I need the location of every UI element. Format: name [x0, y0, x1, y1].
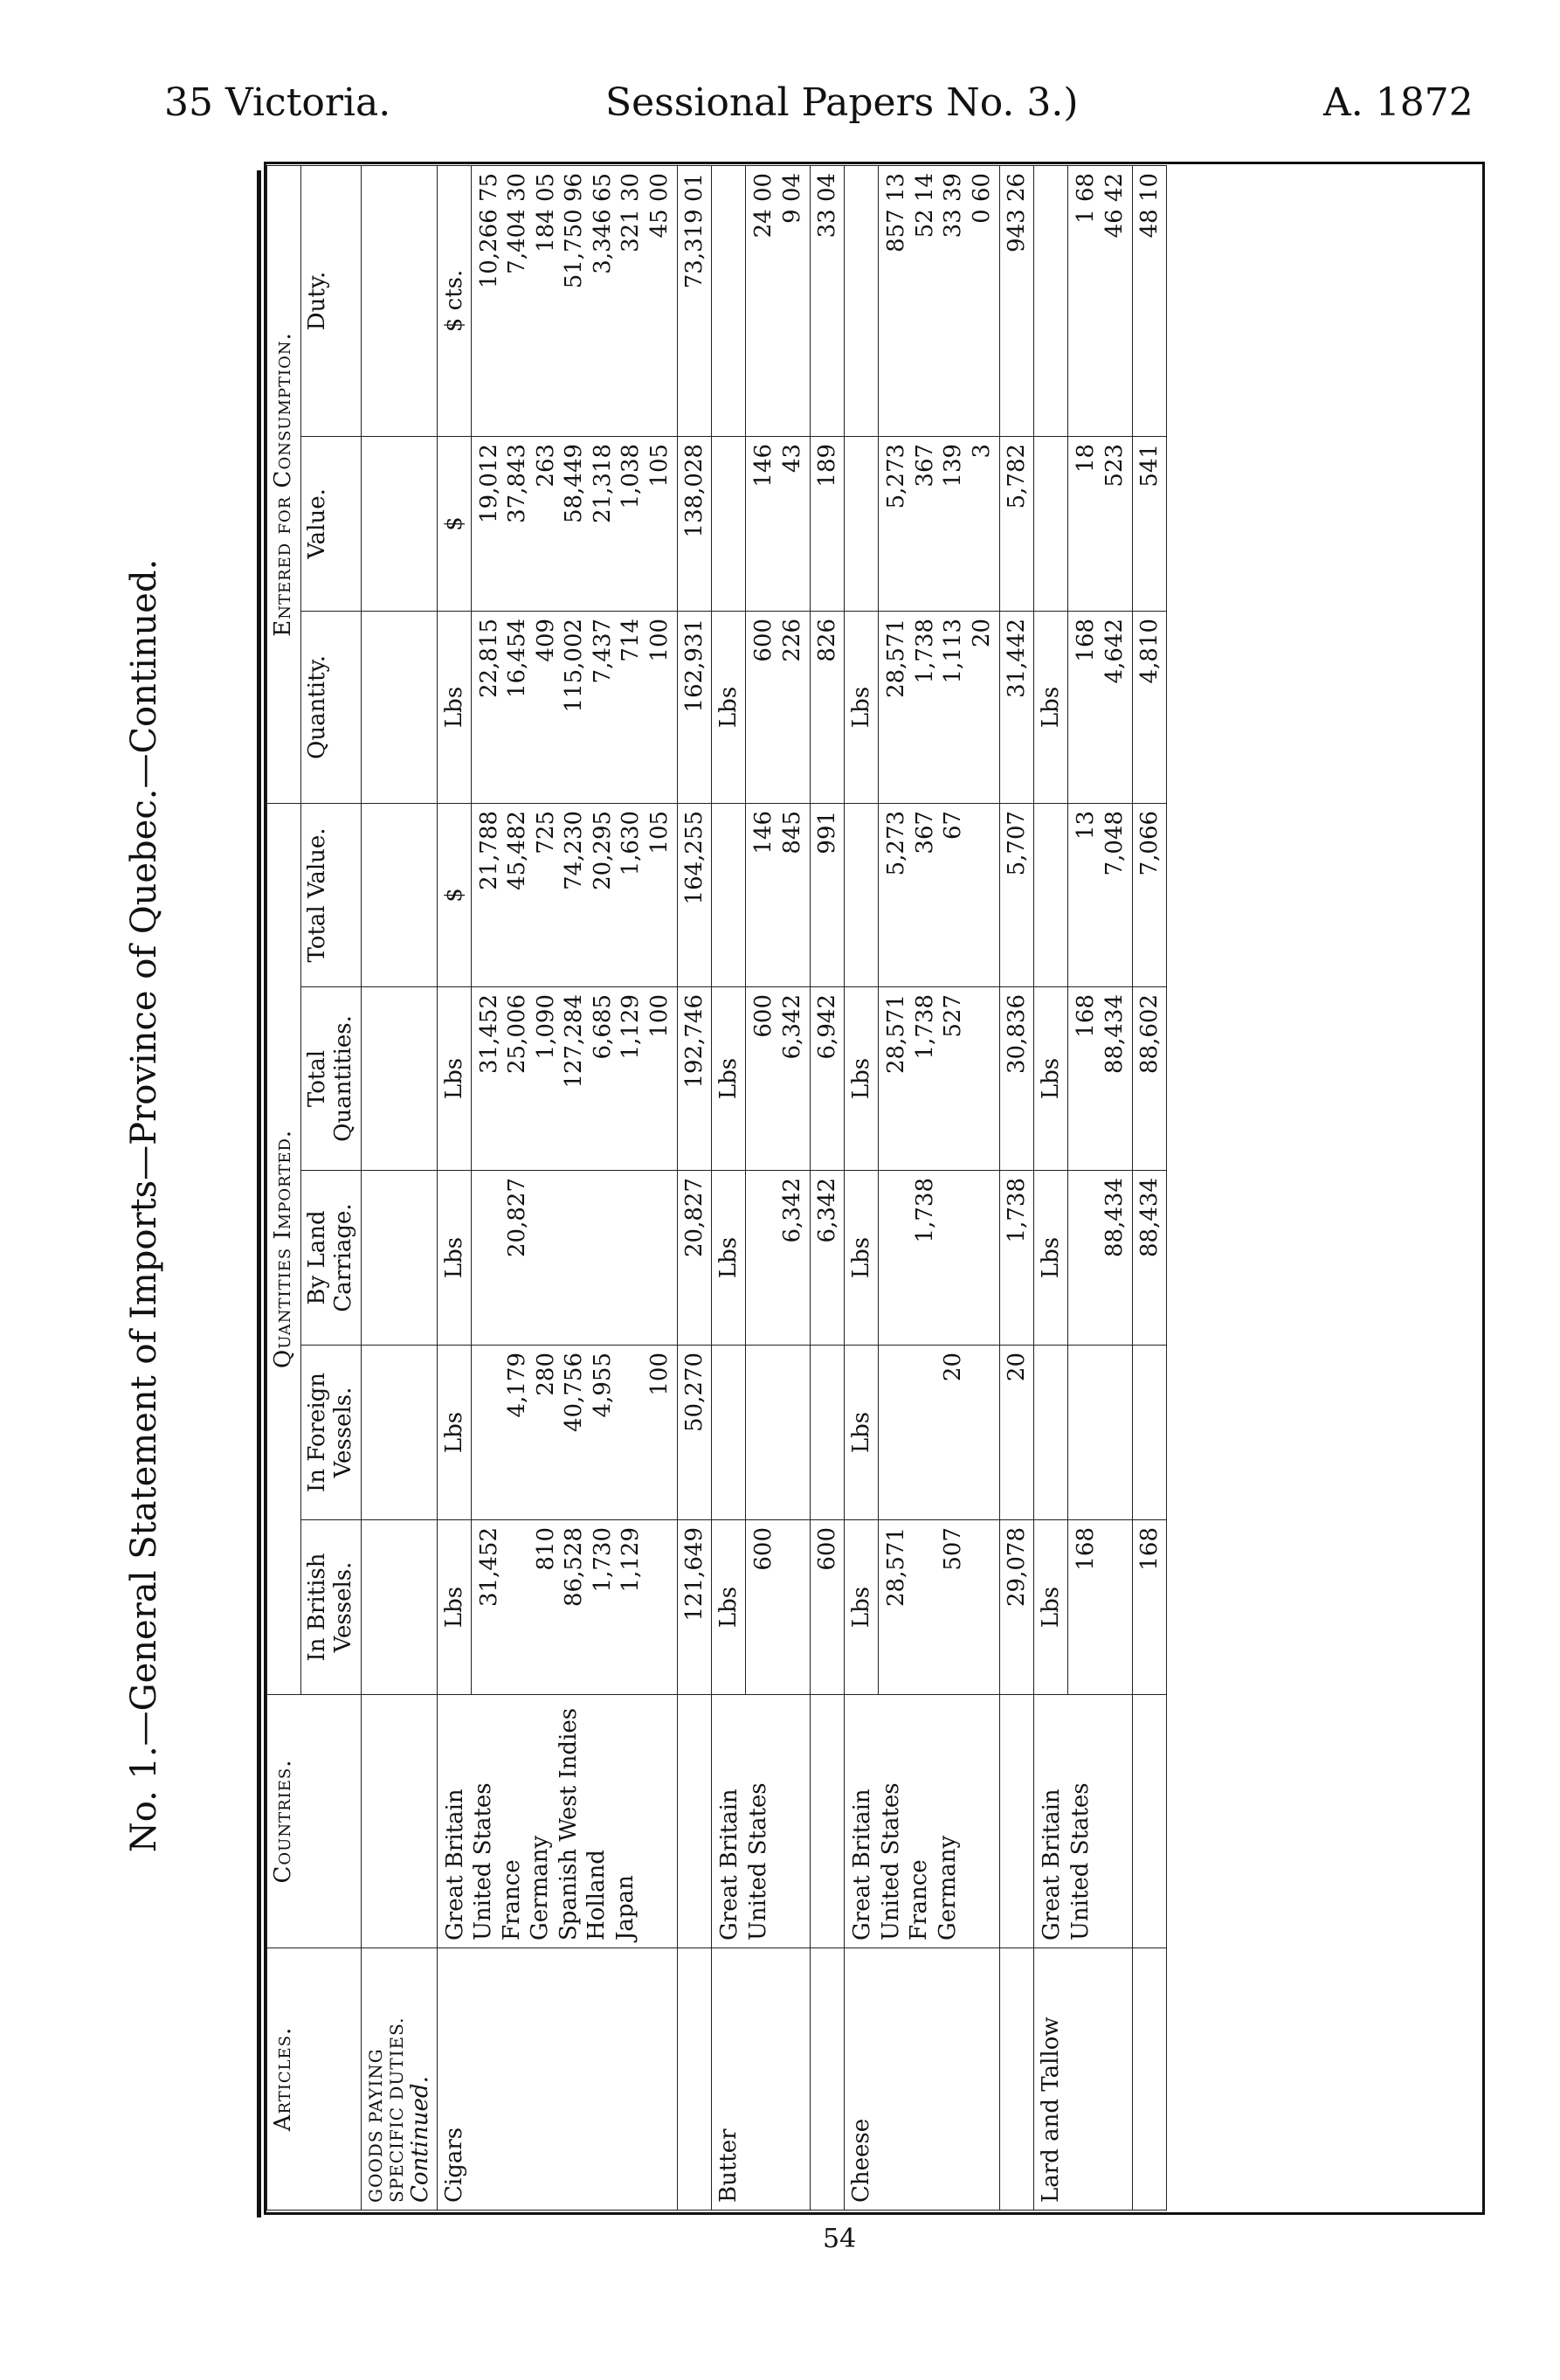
table-value	[1101, 1353, 1129, 1512]
country-list	[845, 1695, 1000, 1948]
value-cell	[471, 436, 678, 611]
unit-label: $ cts.	[437, 165, 471, 436]
unit-label: Lbs	[845, 987, 879, 1171]
table-value	[968, 1527, 997, 1687]
total-cell: 600	[811, 1520, 845, 1695]
unit-label	[1034, 803, 1068, 986]
section-label: GOODS PAYING SPECIFIC DUTIES.	[364, 2017, 407, 2203]
value-cell	[746, 611, 811, 803]
table-value: 5,273	[883, 443, 910, 509]
table-value	[1072, 1353, 1101, 1512]
total-cell: 31,442	[1000, 611, 1034, 803]
table-value: 367	[911, 443, 938, 488]
total-cell: 30,836	[1000, 987, 1034, 1171]
table-value	[560, 1178, 589, 1338]
table-value: 127,284	[561, 994, 588, 1089]
unit-row	[1034, 165, 1068, 2210]
table-value: 523	[1101, 443, 1128, 488]
table-value: 1,038	[618, 443, 645, 509]
table-value	[882, 1353, 911, 1512]
table-value: 845	[778, 810, 805, 854]
table-value	[968, 994, 997, 1163]
col-total-quantities: Total Quantities.	[300, 987, 361, 1171]
col-articles: Articles.	[267, 1948, 362, 2210]
total-cell: 6,342	[811, 1171, 845, 1346]
total-cell: 943 26	[1000, 165, 1034, 436]
table-value: 33 39	[940, 172, 967, 239]
table-value: 6,342	[778, 1178, 805, 1243]
col-quantity: Quantity.	[300, 611, 361, 803]
total-cell	[1133, 1346, 1167, 1520]
value-cell	[1068, 436, 1133, 611]
country-name: Germany	[934, 1835, 961, 1941]
unit-label: Lbs	[437, 1346, 471, 1520]
table-value: 31,452	[475, 994, 502, 1074]
table-value: 146	[750, 443, 777, 488]
table-value: 409	[532, 618, 559, 662]
unit-label: Lbs	[437, 1171, 471, 1346]
value-cell	[471, 1520, 678, 1695]
total-cell: 33 04	[811, 165, 845, 436]
col-duty: Duty.	[300, 165, 361, 436]
total-cell: 1,738	[1000, 1171, 1034, 1346]
total-cell: 162,931	[678, 611, 712, 803]
table-value: 1,129	[618, 994, 645, 1060]
total-cell: 541	[1133, 436, 1167, 611]
total-cell: 168	[1133, 1520, 1167, 1695]
unit-label: Lbs	[845, 1346, 879, 1520]
table-value: 24 00	[750, 172, 777, 239]
table-value: 168	[1073, 994, 1100, 1038]
table-value: 367	[911, 810, 938, 854]
table-value: 226	[778, 618, 805, 662]
col-countries: Countries.	[267, 1695, 362, 1948]
table-value: 5,273	[883, 810, 910, 876]
table-value: 67	[940, 810, 967, 841]
col-value: Value.	[300, 436, 361, 611]
country-name: Great Britain	[716, 1788, 743, 1941]
table-value: 1,113	[940, 618, 967, 684]
table-value	[617, 1353, 645, 1512]
value-cell	[879, 436, 1000, 611]
header-row-1	[267, 165, 301, 2210]
article-name: Cigars	[437, 1948, 678, 2210]
table-value: 21,788	[475, 810, 502, 890]
table-value: 7,404 30	[504, 172, 531, 274]
country-name: Great Britain	[849, 1788, 876, 1941]
table-value: 19,012	[475, 443, 502, 523]
table-value	[532, 1178, 561, 1338]
unit-row	[437, 165, 471, 2210]
table-value: 1,738	[911, 618, 938, 684]
country-name: France	[906, 1859, 933, 1941]
col-total-value: Total Value.	[300, 803, 361, 986]
total-row	[678, 165, 712, 2210]
total-cell: 73,319 01	[678, 165, 712, 436]
country-name: United States	[470, 1782, 497, 1941]
table-value: 105	[645, 810, 673, 854]
unit-label	[712, 803, 746, 986]
unit-label: Lbs	[437, 1520, 471, 1695]
total-cell: 5,707	[1000, 803, 1034, 986]
total-row	[811, 165, 845, 2210]
table-value: 714	[618, 618, 645, 662]
unit-label: $	[437, 436, 471, 611]
total-cell: 5,782	[1000, 436, 1034, 611]
table-value: 58,449	[561, 443, 588, 523]
country-name: United States	[744, 1782, 771, 1941]
table-value: 100	[645, 618, 673, 662]
value-cell	[1068, 1171, 1133, 1346]
unit-label	[1034, 165, 1068, 436]
value-cell	[746, 1520, 811, 1695]
table-value: 1,730	[589, 1527, 616, 1593]
table-value	[911, 1527, 940, 1687]
table-value: 86,528	[561, 1527, 588, 1607]
table-value: 28,571	[883, 618, 910, 698]
table-title: No. 1.—General Statement of Imports—Province of Quebec.—Continued.	[124, 558, 164, 1853]
article-name: Cheese	[845, 1948, 1000, 2210]
country-list	[712, 1695, 811, 1948]
table-value	[475, 1353, 504, 1512]
table-value: 4,642	[1101, 618, 1128, 684]
value-cell	[746, 1346, 811, 1520]
total-cell: 48 10	[1133, 165, 1167, 436]
value-cell	[1068, 165, 1133, 436]
col-in-british: In British Vessels.	[300, 1520, 361, 1695]
country-name: United States	[877, 1782, 904, 1941]
table-value: 13	[1073, 810, 1100, 841]
table-value: 25,006	[504, 994, 531, 1074]
country-name: Germany	[527, 1835, 554, 1941]
table-value: 4,179	[504, 1353, 531, 1418]
table-value: 810	[532, 1527, 559, 1571]
unit-label: Lbs	[1034, 987, 1068, 1171]
table-value: 1,129	[618, 1527, 645, 1593]
value-cell	[746, 987, 811, 1171]
table-value: 3,346 65	[589, 172, 616, 274]
country-name: Great Britain	[1039, 1788, 1066, 1941]
value-cell	[746, 803, 811, 986]
value-cell	[1068, 1346, 1133, 1520]
table-value: 115,002	[561, 618, 588, 713]
total-cell: 88,434	[1133, 1171, 1167, 1346]
unit-label	[845, 165, 879, 436]
page-number: 54	[823, 2224, 857, 2254]
table-value	[475, 1178, 504, 1338]
value-cell	[1068, 1520, 1133, 1695]
total-row	[1000, 165, 1034, 2210]
unit-label	[712, 436, 746, 611]
unit-label: Lbs	[845, 611, 879, 803]
table-value: 28,571	[883, 994, 910, 1074]
total-cell: 121,649	[678, 1520, 712, 1695]
table-value	[589, 1178, 618, 1338]
table-value: 6,685	[589, 994, 616, 1060]
section-continued: Continued.	[406, 2076, 433, 2203]
total-cell: 192,746	[678, 987, 712, 1171]
table-value: 4,955	[589, 1353, 616, 1418]
unit-label: Lbs	[437, 987, 471, 1171]
table-value	[968, 1353, 997, 1512]
unit-label	[1034, 1346, 1068, 1520]
unit-label: Lbs	[712, 611, 746, 803]
table-value: 51,750 96	[561, 172, 588, 289]
table-value: 6,342	[778, 994, 805, 1060]
table-value: 600	[750, 1527, 777, 1571]
total-cell: 991	[811, 803, 845, 986]
table-value: 88,434	[1101, 1178, 1128, 1257]
country-list	[1034, 1695, 1133, 1948]
total-row	[1133, 165, 1167, 2210]
country-name: Japan	[611, 1875, 638, 1941]
table-value: 20	[968, 618, 995, 648]
value-cell	[879, 803, 1000, 986]
value-cell	[1068, 803, 1133, 986]
value-cell	[879, 987, 1000, 1171]
table-value	[645, 1527, 674, 1687]
table-value: 168	[1073, 1527, 1100, 1571]
table-value: 22,815	[475, 618, 502, 698]
running-head-left: 35 Victoria.	[164, 80, 391, 125]
section-cell	[361, 1948, 437, 2210]
unit-label	[1034, 436, 1068, 611]
imports-table	[266, 165, 1167, 2210]
rotated-table-wrapper	[266, 166, 1482, 2210]
table-value	[645, 1178, 674, 1338]
total-cell: 189	[811, 436, 845, 611]
unit-label: Lbs	[1034, 611, 1068, 803]
table-value: 139	[940, 443, 967, 488]
value-cell	[471, 611, 678, 803]
table-value: 45,482	[504, 810, 531, 890]
unit-row	[712, 165, 746, 2210]
total-cell: 7,066	[1133, 803, 1167, 986]
unit-label: Lbs	[845, 1520, 879, 1695]
value-cell	[471, 803, 678, 986]
value-cell	[879, 1520, 1000, 1695]
table-value: 28,571	[883, 1527, 910, 1607]
table-value: 725	[532, 810, 559, 854]
table-value: 0 60	[968, 172, 995, 224]
value-cell	[471, 987, 678, 1171]
value-cell	[746, 436, 811, 611]
unit-label: $	[437, 803, 471, 986]
table-value: 21,318	[589, 443, 616, 523]
value-cell	[879, 611, 1000, 803]
table-value	[503, 1527, 532, 1687]
table-value	[778, 1353, 807, 1512]
value-cell	[746, 165, 811, 436]
col-entered-for-consumption: Entered for Consumption.	[267, 165, 301, 803]
country-name: Holland	[583, 1850, 611, 1941]
value-cell	[879, 1346, 1000, 1520]
table-value: 1 68	[1073, 172, 1100, 224]
table-value: 74,230	[561, 810, 588, 890]
value-cell	[471, 1346, 678, 1520]
value-cell	[471, 165, 678, 436]
table-value: 168	[1073, 618, 1100, 662]
value-cell	[879, 165, 1000, 436]
table-value: 100	[645, 1353, 673, 1396]
running-head-center: Sessional Papers No. 3.)	[605, 80, 1079, 125]
table-value: 20	[940, 1353, 967, 1382]
table-value: 1,630	[618, 810, 645, 876]
value-cell	[1068, 987, 1133, 1171]
unit-label: Lbs	[845, 1171, 879, 1346]
value-cell	[879, 1171, 1000, 1346]
table-value: 1,738	[911, 994, 938, 1060]
total-cell: 138,028	[678, 436, 712, 611]
unit-label: Lbs	[712, 987, 746, 1171]
section-row	[361, 165, 437, 2210]
total-cell: 29,078	[1000, 1520, 1034, 1695]
table-value: 600	[750, 994, 777, 1038]
table-value	[749, 1178, 778, 1338]
table-value: 184 05	[532, 172, 559, 253]
total-cell: 164,255	[678, 803, 712, 986]
table-value: 9 04	[778, 172, 805, 224]
table-value: 280	[532, 1353, 559, 1396]
unit-label	[845, 436, 879, 611]
unit-label	[845, 803, 879, 986]
col-quantities-imported: Quantities Imported.	[267, 803, 301, 1694]
total-cell: 20	[1000, 1346, 1034, 1520]
total-cell: 20,827	[678, 1171, 712, 1346]
table-value	[1101, 1527, 1129, 1687]
table-value: 507	[940, 1527, 967, 1571]
table-value: 46 42	[1101, 172, 1128, 239]
table-value: 146	[750, 810, 777, 854]
unit-row	[845, 165, 879, 2210]
table-value: 88,434	[1101, 994, 1128, 1074]
country-name: United States	[1066, 1782, 1094, 1941]
total-cell	[811, 1346, 845, 1520]
table-value: 20,295	[589, 810, 616, 890]
country-list	[437, 1695, 678, 1948]
table-value	[911, 1353, 940, 1512]
table-value: 263	[532, 443, 559, 488]
value-cell	[746, 1171, 811, 1346]
total-cell: 826	[811, 611, 845, 803]
country-name: France	[498, 1859, 525, 1941]
table-value: 37,843	[504, 443, 531, 523]
table-value: 52 14	[911, 172, 938, 239]
table-value: 18	[1073, 443, 1100, 474]
unit-label	[712, 165, 746, 436]
col-by-land: By Land Carriage.	[300, 1171, 361, 1346]
table-value: 1,090	[532, 994, 559, 1060]
table-value	[968, 811, 997, 979]
table-value	[778, 1527, 807, 1687]
table-value: 43	[778, 443, 805, 474]
unit-label	[712, 1346, 746, 1520]
table-value: 857 13	[883, 172, 910, 253]
table-value: 20,827	[504, 1178, 531, 1257]
article-name: Butter	[712, 1948, 811, 2210]
unit-label: Lbs	[1034, 1171, 1068, 1346]
table-value: 10,266 75	[475, 172, 502, 289]
table-value	[749, 1353, 778, 1512]
table-value: 1,738	[911, 1178, 938, 1243]
total-cell: 88,602	[1133, 987, 1167, 1171]
table-value: 16,454	[504, 618, 531, 698]
value-cell	[471, 1171, 678, 1346]
table-value	[882, 1178, 911, 1338]
article-name: Lard and Tallow	[1034, 1948, 1133, 2210]
table-value	[617, 1178, 645, 1338]
table-value: 3	[968, 443, 995, 459]
value-cell	[1068, 611, 1133, 803]
running-head-right: A. 1872	[1323, 80, 1474, 125]
unit-label: Lbs	[1034, 1520, 1068, 1695]
table-value: 100	[645, 994, 673, 1038]
country-name: Great Britain	[441, 1788, 468, 1941]
unit-label: Lbs	[712, 1171, 746, 1346]
total-cell: 6,942	[811, 987, 845, 1171]
table-value: 31,452	[475, 1527, 502, 1607]
unit-label: Lbs	[712, 1520, 746, 1695]
table-value: 321 30	[618, 172, 645, 253]
unit-label: Lbs	[437, 611, 471, 803]
table-value: 40,756	[561, 1353, 588, 1432]
table-value	[968, 1178, 997, 1338]
table-value: 105	[645, 443, 673, 488]
table-value: 7,437	[589, 618, 616, 684]
table-value: 600	[750, 618, 777, 662]
total-cell: 4,810	[1133, 611, 1167, 803]
col-in-foreign: In Foreign Vessels.	[300, 1346, 361, 1520]
country-name: Spanish West Indies	[555, 1707, 582, 1941]
table-value	[1072, 1178, 1101, 1338]
total-cell: 50,270	[678, 1346, 712, 1520]
table-value: 7,048	[1101, 810, 1128, 876]
table-value: 45 00	[645, 172, 673, 239]
table-value: 527	[940, 994, 967, 1038]
frame-double-rule	[257, 170, 261, 2217]
table-value	[939, 1178, 968, 1338]
